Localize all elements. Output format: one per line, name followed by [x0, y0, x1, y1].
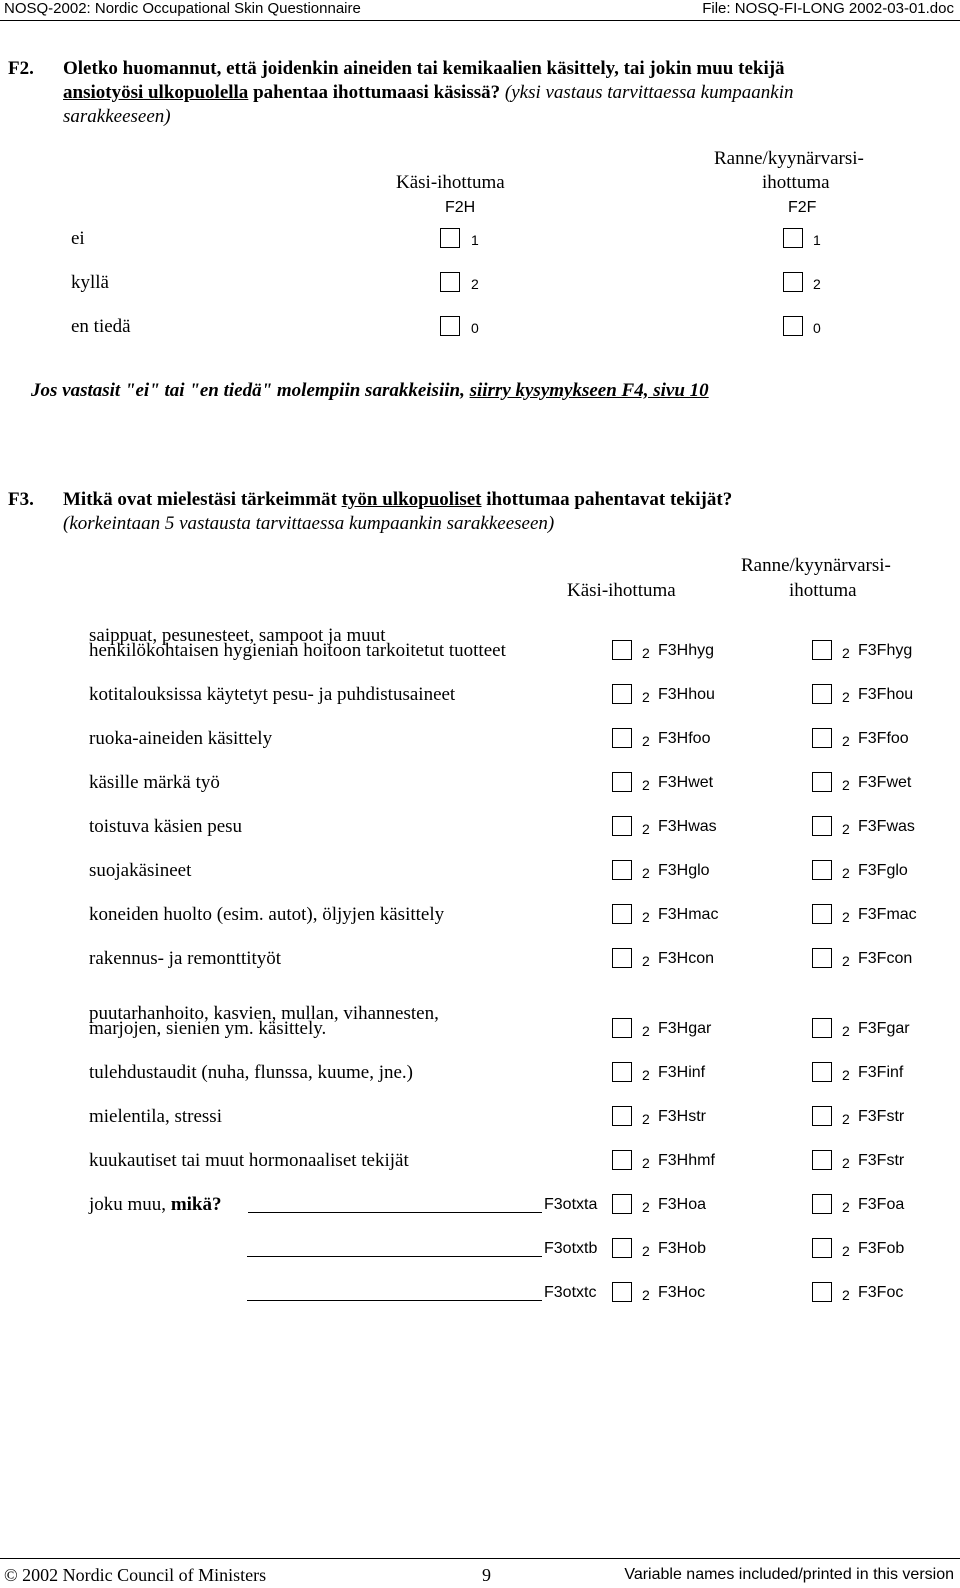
f2f-checkbox-en-tieda[interactable]: [783, 316, 803, 336]
f3h-value: 2: [642, 953, 650, 969]
f3f-value: 2: [842, 865, 850, 881]
f2-skip-link[interactable]: siirry kysymykseen F4, sivu 10: [469, 380, 709, 401]
f3-row-label: kuukautiset tai muut hormonaaliset tekijät: [89, 1150, 409, 1171]
f2f-checkbox-ei[interactable]: [783, 228, 803, 248]
f3h-other-checkbox[interactable]: [612, 1238, 632, 1258]
f3-row-label-line1: saippuat, pesunesteet, sampoot ja muut: [89, 625, 386, 646]
f2-instruction-a: (yksi vastaus tarvittaessa kumpaankin: [500, 82, 794, 103]
f3f-variable-code: F3Finf: [858, 1064, 904, 1081]
f3h-variable-code: F3Hmac: [658, 906, 719, 923]
f3h-value: 2: [642, 733, 650, 749]
f3h-checkbox[interactable]: [612, 728, 632, 748]
f2-col1-label: Käsi-ihottuma: [396, 172, 505, 193]
f3h-value: 2: [642, 1067, 650, 1083]
f3h-checkbox[interactable]: [612, 948, 632, 968]
header-right: File: NOSQ-FI-LONG 2002-03-01.doc: [702, 0, 954, 17]
f3f-variable-code: F3Fhou: [858, 686, 914, 703]
f3h-checkbox[interactable]: [612, 640, 632, 660]
f3h-variable-code: F3Hoa: [658, 1196, 707, 1213]
f3f-checkbox[interactable]: [812, 684, 832, 704]
f3-other-text-line[interactable]: [247, 1256, 542, 1257]
f3h-other-checkbox[interactable]: [612, 1282, 632, 1302]
page-number: 9: [482, 1565, 491, 1585]
f2f-value: 2: [813, 276, 821, 292]
f3f-variable-code: F3Fcon: [858, 950, 913, 967]
f3h-value: 2: [642, 689, 650, 705]
f3-line1-a: Mitkä ovat mielestäsi tärkeimmät: [63, 489, 342, 510]
f2-number: F2.: [8, 58, 34, 79]
f3-row-label: käsille märkä työ: [89, 772, 220, 793]
f3f-value: 2: [842, 1111, 850, 1127]
f3f-value: 2: [842, 909, 850, 925]
f3-row-label: kotitalouksissa käytetyt pesu- ja puhdistusaineet: [89, 684, 456, 705]
f3f-value: 2: [842, 1243, 850, 1259]
f3-line1: [63, 489, 732, 511]
f3h-variable-code: F3Hwas: [658, 818, 717, 835]
f2f-checkbox-kylla[interactable]: [783, 272, 803, 292]
footer-note: Variable names included/printed in this version: [624, 1566, 954, 1583]
f3h-checkbox[interactable]: [612, 1062, 632, 1082]
f3-row-label: ruoka-aineiden käsittely: [89, 728, 273, 749]
f3-instruction: (korkeintaan 5 vastausta tarvittaessa kumpaankin sarakkeeseen): [63, 513, 555, 534]
f3f-checkbox[interactable]: [812, 904, 832, 924]
f2h-value: 0: [471, 320, 479, 336]
f2-underlined: ansiotyösi ulkopuolella: [63, 82, 249, 103]
f3-row-label: suojakäsineet: [89, 860, 192, 881]
f3h-variable-code: F3Hfoo: [658, 730, 711, 747]
f3f-other-checkbox[interactable]: [812, 1238, 832, 1258]
f3f-variable-code: F3Ffoo: [858, 730, 909, 747]
footer-divider: [0, 1558, 960, 1559]
f3f-checkbox[interactable]: [812, 1062, 832, 1082]
f2-col2-label2: ihottuma: [762, 172, 830, 193]
f3-col2-label2: ihottuma: [789, 580, 857, 601]
f3-other-text-code: F3otxtb: [544, 1240, 598, 1257]
f3f-value: 2: [842, 1067, 850, 1083]
f3-underlined: työn ulkopuoliset: [341, 489, 482, 510]
f3f-variable-code: F3Foa: [858, 1196, 905, 1213]
f3f-checkbox[interactable]: [812, 1150, 832, 1170]
f3f-checkbox[interactable]: [812, 1106, 832, 1126]
f3-col2-label1: Ranne/kyynärvarsi-: [741, 555, 891, 576]
f3h-checkbox[interactable]: [612, 772, 632, 792]
f3h-value: 2: [642, 1199, 650, 1215]
f3h-variable-code: F3Hgar: [658, 1020, 712, 1037]
f3f-variable-code: F3Fmac: [858, 906, 917, 923]
f3f-variable-code: F3Fob: [858, 1240, 905, 1257]
f3f-variable-code: F3Fstr: [858, 1108, 905, 1125]
f3f-checkbox[interactable]: [812, 772, 832, 792]
f3h-variable-code: F3Hstr: [658, 1108, 706, 1125]
f3h-variable-code: F3Hoc: [658, 1284, 706, 1301]
f3-row-label: marjojen, sienien ym. käsittely.: [89, 1018, 327, 1039]
f3f-other-checkbox[interactable]: [812, 1194, 832, 1214]
f3-row-label-line1: puutarhanhoito, kasvien, mullan, vihannesten,: [89, 1003, 439, 1024]
f3f-checkbox[interactable]: [812, 1018, 832, 1038]
f3f-checkbox[interactable]: [812, 948, 832, 968]
f3f-variable-code: F3Fwas: [858, 818, 915, 835]
f3f-checkbox[interactable]: [812, 860, 832, 880]
f2-line2-rest: pahentaa ihottumaasi käsissä?: [248, 82, 501, 103]
f2-col2-code: F2F: [788, 199, 817, 216]
f3f-value: 2: [842, 1023, 850, 1039]
f3-other-label: [89, 1194, 222, 1216]
f3h-variable-code: F3Hhyg: [658, 642, 715, 659]
f3f-variable-code: F3Fstr: [858, 1152, 905, 1169]
f3h-value: 2: [642, 865, 650, 881]
f3-other-text-code: F3otxta: [544, 1196, 598, 1213]
f2h-value: 2: [471, 276, 479, 292]
f3-row-label: tulehdustaudit (nuha, flunssa, kuume, jne.): [89, 1062, 413, 1083]
header-left: NOSQ-2002: Nordic Occupational Skin Questionnaire: [4, 0, 361, 17]
f3h-value: 2: [642, 1287, 650, 1303]
f3h-value: 2: [642, 1023, 650, 1039]
f3h-checkbox[interactable]: [612, 1106, 632, 1126]
f2-col2-label1: Ranne/kyynärvarsi-: [714, 148, 864, 169]
f3f-value: 2: [842, 821, 850, 837]
f2h-checkbox-en-tieda[interactable]: [440, 316, 460, 336]
header-divider: [0, 20, 960, 21]
f3h-variable-code: F3Hcon: [658, 950, 715, 967]
f2f-value: 1: [813, 232, 821, 248]
f3f-value: 2: [842, 733, 850, 749]
f3f-value: 2: [842, 953, 850, 969]
f3f-value: 2: [842, 689, 850, 705]
f3h-checkbox[interactable]: [612, 816, 632, 836]
f2h-checkbox-kylla[interactable]: [440, 272, 460, 292]
f3-row-label: rakennus- ja remonttityöt: [89, 948, 282, 969]
f3f-checkbox[interactable]: [812, 640, 832, 660]
f3-other-label-bold: mikä?: [170, 1194, 222, 1215]
f3h-variable-code: F3Hglo: [658, 862, 710, 879]
f3f-value: 2: [842, 1155, 850, 1171]
f3-line1-b: ihottumaa pahentavat tekijät?: [481, 489, 733, 510]
f2-skip-prefix: Jos vastasit "ei" tai "en tiedä" molempiin sarakkeisiin,: [31, 380, 470, 401]
f3-number: F3.: [8, 489, 34, 510]
f3f-value: 2: [842, 645, 850, 661]
f3h-value: 2: [642, 909, 650, 925]
f3f-checkbox[interactable]: [812, 816, 832, 836]
f3-col1-label: Käsi-ihottuma: [567, 580, 676, 601]
f3h-variable-code: F3Hinf: [658, 1064, 706, 1081]
f3-row-label: toistuva käsien pesu: [89, 816, 243, 837]
f3h-checkbox[interactable]: [612, 1150, 632, 1170]
f3f-variable-code: F3Fwet: [858, 774, 912, 791]
f3f-variable-code: F3Fgar: [858, 1020, 910, 1037]
f3-row-label: mielentila, stressi: [89, 1106, 222, 1127]
f3f-value: 2: [842, 1287, 850, 1303]
f2f-value: 0: [813, 320, 821, 336]
f2-option-ei: ei: [71, 228, 85, 249]
f2-line2: [63, 82, 794, 104]
f2-line1: Oletko huomannut, että joidenkin aineiden tai kemikaalien käsittely, tai jokin muu tekijä: [63, 58, 785, 79]
f3-row-label: henkilökohtaisen hygienian hoitoon tarkoitetut tuotteet: [89, 640, 506, 661]
f3-other-label-text: joku muu,: [89, 1194, 171, 1215]
f3f-value: 2: [842, 1199, 850, 1215]
f3h-value: 2: [642, 1155, 650, 1171]
f2-col1-code: F2H: [445, 199, 476, 216]
f2-option-en-tieda: en tiedä: [71, 316, 131, 337]
f3h-checkbox[interactable]: [612, 1018, 632, 1038]
f3h-variable-code: F3Hhou: [658, 686, 715, 703]
f2-option-kylla: kyllä: [71, 272, 109, 293]
f3h-value: 2: [642, 821, 650, 837]
f3f-variable-code: F3Fhyg: [858, 642, 913, 659]
f2-skip-instruction: [31, 380, 709, 402]
f3f-variable-code: F3Foc: [858, 1284, 904, 1301]
f3f-other-checkbox[interactable]: [812, 1282, 832, 1302]
f3f-checkbox[interactable]: [812, 728, 832, 748]
f3h-value: 2: [642, 777, 650, 793]
f2h-value: 1: [471, 232, 479, 248]
f2h-checkbox-ei[interactable]: [440, 228, 460, 248]
f3f-variable-code: F3Fglo: [858, 862, 908, 879]
f3h-variable-code: F3Hhmf: [658, 1152, 715, 1169]
f3f-value: 2: [842, 777, 850, 793]
f3-other-text-line[interactable]: [248, 1212, 542, 1213]
f3h-value: 2: [642, 1243, 650, 1259]
f3h-value: 2: [642, 1111, 650, 1127]
f3h-variable-code: F3Hob: [658, 1240, 707, 1257]
f3h-variable-code: F3Hwet: [658, 774, 714, 791]
f3-other-text-code: F3otxtc: [544, 1284, 597, 1301]
f3h-checkbox[interactable]: [612, 904, 632, 924]
f3h-checkbox[interactable]: [612, 860, 632, 880]
footer-copyright: © 2002 Nordic Council of Ministers: [4, 1565, 267, 1585]
f3h-value: 2: [642, 645, 650, 661]
f3-row-label: koneiden huolto (esim. autot), öljyjen käsittely: [89, 904, 445, 925]
f3h-other-checkbox[interactable]: [612, 1194, 632, 1214]
f3h-checkbox[interactable]: [612, 684, 632, 704]
f2-instruction-b: sarakkeeseen): [63, 106, 171, 127]
f3-other-text-line[interactable]: [247, 1300, 542, 1301]
